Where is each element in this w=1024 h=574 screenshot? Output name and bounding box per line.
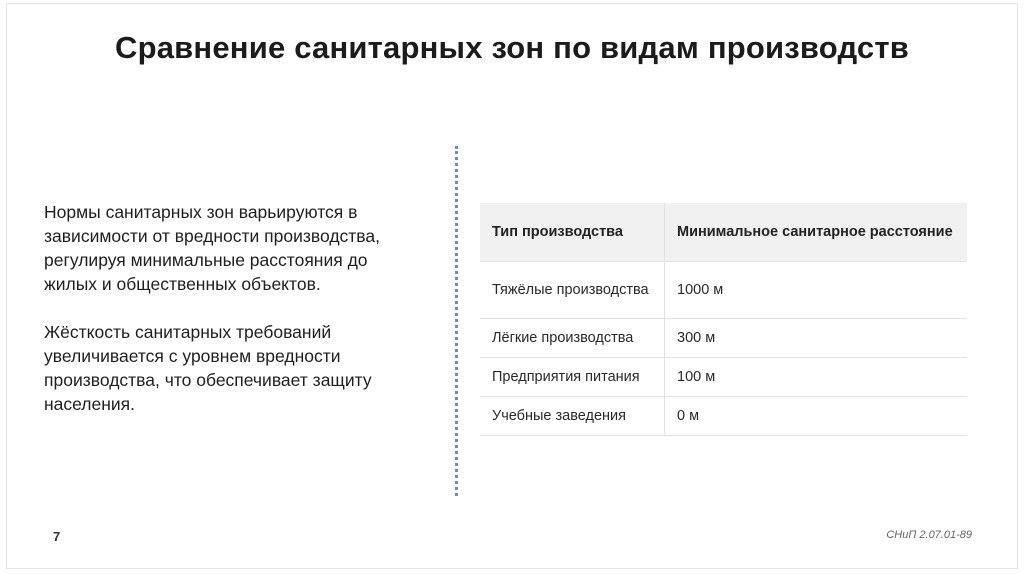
description-paragraph-2: Жёсткость санитарных требований увеличивается с уровнем вредности производства, что обеспечивает защиту населения.	[44, 322, 372, 414]
dotted-divider	[455, 146, 458, 496]
cell-production-type: Предприятия питания	[480, 358, 665, 397]
table-header-row	[480, 203, 967, 262]
page-number: 7	[53, 529, 61, 544]
slide-title: Сравнение санитарных зон по видам производств	[114, 30, 910, 65]
cell-distance: 100 м	[665, 358, 968, 397]
description-paragraph-1: Нормы санитарных зон варьируются в зависимости от вредности производства, регулируя минимальные расстояния до жилых и общественных объектов.	[44, 202, 380, 294]
cell-production-type: Учебные заведения	[480, 397, 665, 436]
source-reference: СНиП 2.07.01-89	[886, 529, 972, 541]
cell-production-type: Тяжёлые производства	[480, 262, 665, 319]
table-row	[480, 262, 967, 319]
cell-distance: 300 м	[665, 319, 968, 358]
cell-distance: 1000 м	[665, 262, 968, 319]
cell-distance: 0 м	[665, 397, 968, 436]
sanitary-zones-table	[480, 203, 967, 436]
cell-production-type: Лёгкие производства	[480, 319, 665, 358]
header-min-distance: Минимальное санитарное расстояние	[665, 203, 968, 262]
header-production-type: Тип производства	[480, 203, 665, 262]
table-row	[480, 358, 967, 397]
description-text	[44, 200, 424, 440]
table-row	[480, 319, 967, 358]
table-row	[480, 397, 967, 436]
